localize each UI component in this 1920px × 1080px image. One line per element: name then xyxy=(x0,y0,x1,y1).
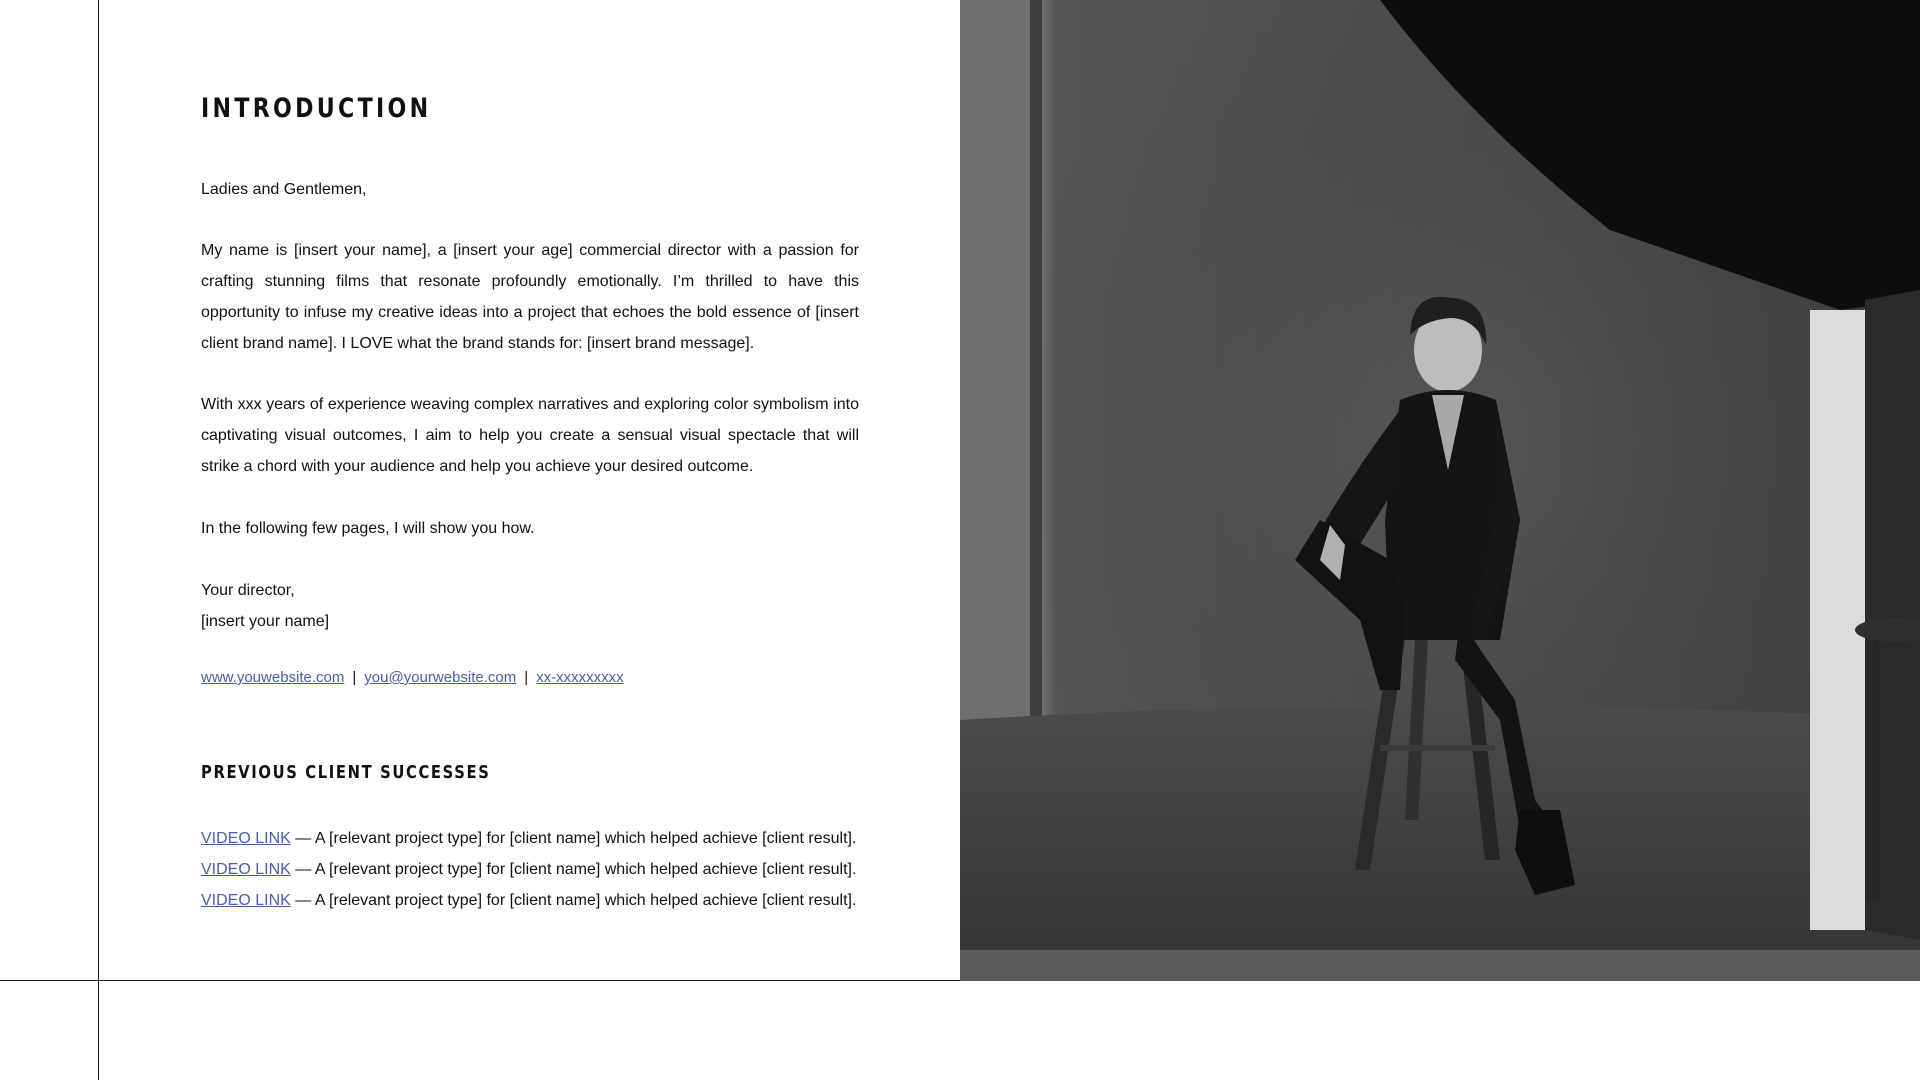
success-description: — A [relevant project type] for [client name] which helped achieve [client result]. xyxy=(290,861,857,878)
email-link[interactable]: you@yourwebsite.com xyxy=(364,669,517,686)
portrait-photo xyxy=(960,0,1920,981)
horizontal-guide-line xyxy=(0,980,960,981)
list-item xyxy=(201,885,856,916)
signoff: Your director, xyxy=(201,582,295,599)
successes-heading: PREVIOUS CLIENT SUCCESSES xyxy=(201,762,491,783)
video-link[interactable]: VIDEO LINK xyxy=(201,861,291,878)
website-link[interactable]: www.youwebsite.com xyxy=(201,669,345,686)
intro-paragraph-1: My name is [insert your name], a [insert your age] commercial director with a passion for crafting stunning films that resonate profoundly emotionally. I’m thrilled to have this opportunity to infuse my creative ideas into a project that echoes the bold essence of [insert client brand name]. I LOVE what the brand stands for: [insert brand message]. xyxy=(201,242,859,352)
greeting: Ladies and Gentlemen, xyxy=(201,181,367,198)
vertical-guide-line xyxy=(98,0,99,1080)
contact-links xyxy=(201,669,624,686)
signature-block xyxy=(201,575,329,637)
success-description: — A [relevant project type] for [client name] which helped achieve [client result]. xyxy=(290,892,857,909)
list-item xyxy=(201,823,856,854)
intro-paragraph-2: With xxx years of experience weaving complex narratives and exploring color symbolism into captivating visual outcomes, I aim to help you create a sensual visual spectacle that will strike a chord with your audience and help you achieve your desired outcome. xyxy=(201,396,859,475)
black-and-white-studio-portrait-icon xyxy=(960,0,1920,981)
contact-separator: | xyxy=(524,669,529,686)
phone-link[interactable]: xx-xxxxxxxxx xyxy=(536,669,624,686)
contact-separator: | xyxy=(352,669,357,686)
video-link[interactable]: VIDEO LINK xyxy=(201,892,291,909)
intro-paragraph-3: In the following few pages, I will show you how. xyxy=(201,520,535,537)
success-description: — A [relevant project type] for [client name] which helped achieve [client result]. xyxy=(290,830,857,847)
page-title: INTRODUCTION xyxy=(201,93,432,124)
signature-name: [insert your name] xyxy=(201,613,330,630)
list-item xyxy=(201,854,856,885)
video-link[interactable]: VIDEO LINK xyxy=(201,830,291,847)
successes-list xyxy=(201,823,856,916)
